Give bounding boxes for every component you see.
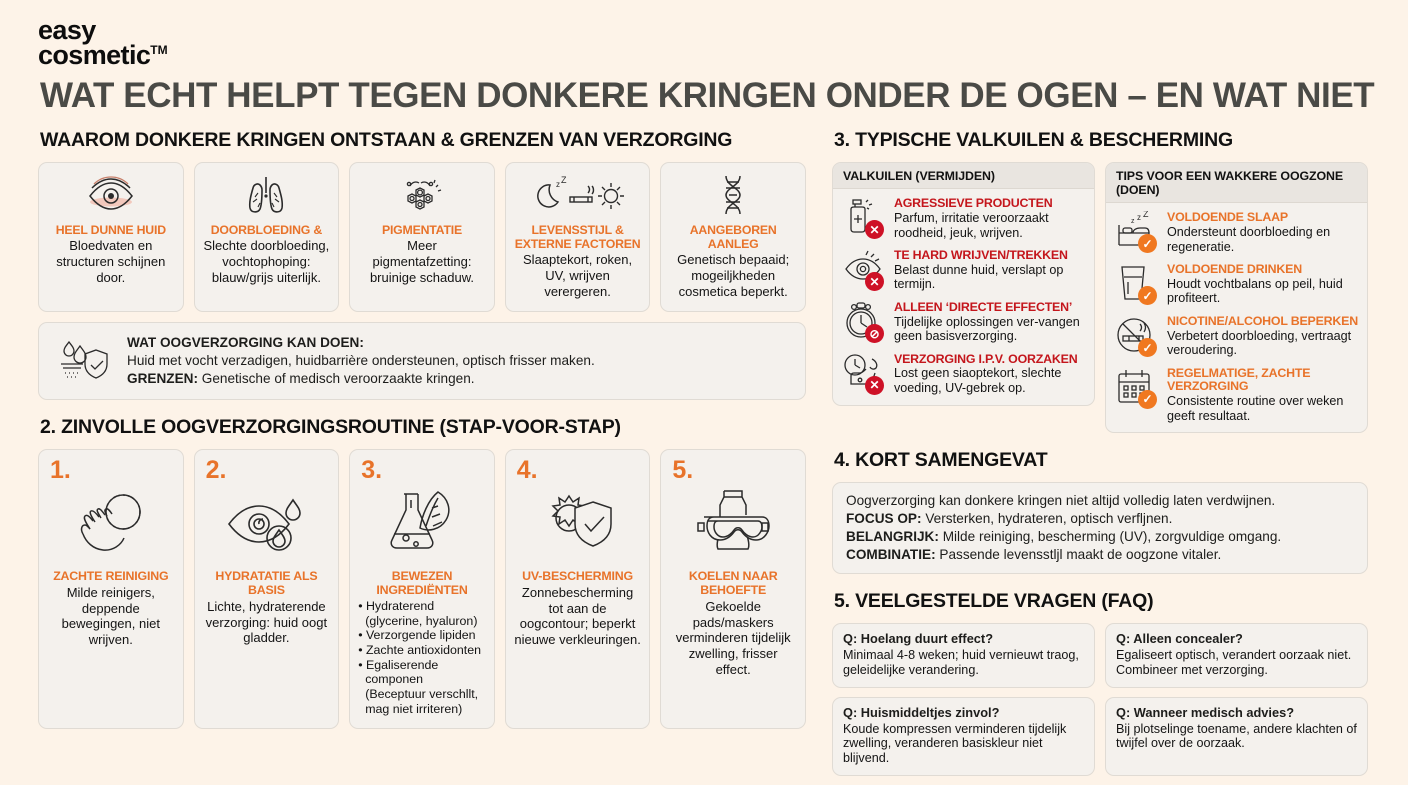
- eye-droplet-icon: [203, 484, 331, 562]
- cross-badge: ✕: [865, 272, 884, 291]
- trademark-symbol: TM: [150, 42, 168, 57]
- bed-sleep-icon: [1115, 211, 1159, 253]
- content-columns: [38, 129, 1376, 785]
- calendar-icon: [1115, 367, 1159, 409]
- lungs-circulation-icon: [240, 173, 292, 217]
- pitfall-row: [842, 197, 1085, 240]
- tip-row: [1115, 211, 1358, 254]
- pitfalls-panel: [832, 162, 1095, 405]
- tip-text: Consistente routine over weken geeft resultaat.: [1167, 394, 1344, 423]
- tips-list: [1106, 203, 1367, 432]
- brand-logo: [38, 15, 1376, 70]
- tip-title: NICOTINE/ALCOHOL BEPERKEN: [1167, 314, 1358, 328]
- faq-answer: Koude kompressen verminderen tijdelijk zwelling, veranderen basiskleur niet blijvend.: [843, 721, 1067, 766]
- pitfall-text: Belast dunne huid, verslapt op termijn.: [894, 262, 1064, 292]
- pitfalls-panel-header: VALKUILEN (VERMIJDEN): [833, 163, 1094, 189]
- step-bullets: [358, 599, 486, 716]
- tip-text: Houdt vochtbalans op peil, huid profiteert.: [1167, 276, 1343, 306]
- cause-card: [38, 162, 184, 312]
- flask-leaf-icon: [358, 484, 486, 562]
- step-bullet: • Egaliserende componen (Beceptuur verschllt, mag niet irriteren): [358, 657, 479, 716]
- tip-row: [1115, 263, 1358, 306]
- droplets-shield-icon: [55, 336, 113, 386]
- tip-title: REGELMATIGE, ZACHTE VERZORGING: [1167, 365, 1311, 394]
- step-text: Gekoelde pads/maskers verminderen tijdelijk zwelling, frisser effect.: [675, 599, 791, 677]
- pitfall-row: [842, 301, 1085, 344]
- step-title: BEWEZEN INGREDIËNTEN: [376, 569, 468, 598]
- cause-title: DOORBLOEDING &: [210, 223, 323, 238]
- pitfall-title: AGRESSIEVE PRODUCTEN: [894, 196, 1053, 211]
- faq-card: [1105, 697, 1368, 776]
- summary-text: Milde reiniging, bescherming (UV), zorgvuldige omgang.: [942, 528, 1282, 544]
- step-title: ZACHTE REINIGING: [53, 569, 169, 584]
- step-bullet: • Zachte antioxidonten: [358, 643, 482, 658]
- step-card: [660, 449, 806, 729]
- cause-card: [660, 162, 806, 312]
- pitfall-title: VERZORGING I.P.V. OORZAKEN: [894, 351, 1078, 366]
- summary-row: [846, 546, 1354, 564]
- stopwatch-icon: [842, 301, 886, 343]
- moon-cigarette-sun-icon: [528, 173, 628, 217]
- step-title: KOELEN NAAR BEHOEFTE: [688, 569, 778, 598]
- pitfall-text: Tijdelijke oplossingen ver-vangen geen basisverzorging.: [894, 314, 1080, 344]
- step-text: Milde reinigers, deppende bewegingen, niet wrijven.: [61, 585, 160, 648]
- no-smoking-icon: [1115, 315, 1159, 357]
- faq-question: Q: Huismiddeltjes zinvol?: [843, 704, 1000, 720]
- summary-card: [832, 482, 1368, 574]
- cause-title: HEEL DUNNE HUID: [55, 223, 166, 238]
- faq-answer: Minimaal 4-8 weken; huid vernieuwt traog, geleidelijke verandering.: [843, 648, 1079, 678]
- tip-row: [1115, 367, 1358, 423]
- tip-text: Verbetert doorbloeding, vertraagt veroudering.: [1167, 328, 1352, 358]
- cause-card: [505, 162, 651, 312]
- cause-title: LEVENSSTIJL & EXTERNE FACTOREN: [514, 223, 641, 252]
- faq-row: [832, 697, 1368, 776]
- cause-card-list: [38, 162, 806, 312]
- hand-cleansing-pad-icon: [47, 484, 175, 562]
- faq-card: [832, 697, 1095, 776]
- pitfall-title: TE HARD WRIJVEN/TREKKEN: [894, 248, 1068, 263]
- faq-card: [832, 623, 1095, 687]
- lotion-bottle-icon: [842, 197, 886, 239]
- step-card: [349, 449, 495, 729]
- step-title: UV-BESCHERMING: [522, 569, 633, 584]
- step-number: 3.: [361, 456, 383, 485]
- summary-label: BELANGRIJK:: [846, 528, 939, 544]
- water-glass-icon: [1115, 263, 1159, 305]
- summary-row: [846, 528, 1354, 546]
- check-badge: ✓: [1138, 390, 1157, 409]
- summary-row: [846, 510, 1354, 528]
- eye-thin-skin-icon: [82, 173, 140, 217]
- summary-text: Versterken, hydrateren, optisch verfljnen.: [925, 511, 1173, 527]
- step-text: Lichte, hydraterende verzorging: huid oogt gladder.: [205, 599, 328, 646]
- section5-heading: 5. VEELGESTELDE VRAGEN (FAQ): [834, 590, 1154, 613]
- step-title: HYDRATATIE ALS BASIS: [215, 569, 318, 598]
- dna-helix-icon: [713, 173, 753, 217]
- step-card: [505, 449, 651, 729]
- eye-rubbing-icon: [842, 249, 886, 291]
- cause-card: [194, 162, 340, 312]
- step-number: 5.: [672, 456, 694, 485]
- svg-text:z: z: [1137, 213, 1141, 223]
- banner-text: [127, 334, 595, 388]
- step-card-list: [38, 449, 806, 729]
- cross-badge: ✕: [865, 220, 884, 239]
- step-bullet: • Verzorgende lipiden: [358, 628, 476, 643]
- svg-text:z: z: [1131, 218, 1135, 226]
- page-title: WAT ECHT HELPT TEGEN DONKERE KRINGEN ONDER DE OGEN – EN WAT NIET: [40, 75, 1375, 115]
- check-badge: ✓: [1138, 234, 1157, 253]
- tips-panel-header: TIPS VOOR EEN WAKKERE OOGZONE (DOEN): [1106, 163, 1367, 203]
- summary-intro: Oogverzorging kan donkere kringen niet altijd volledig laten verdwijnen.: [846, 493, 1276, 509]
- check-badge: ✓: [1138, 286, 1157, 305]
- svg-text:Z: Z: [560, 175, 567, 186]
- step-card: [38, 449, 184, 729]
- cross-badge: ✕: [865, 376, 884, 395]
- faq-row: [832, 623, 1368, 687]
- faq-question: Q: Wanneer medisch advies?: [1116, 704, 1295, 720]
- banner-line-2: Genetische of medisch veroorzaakte kringen.: [201, 371, 475, 387]
- faq-question: Q: Alleen concealer?: [1116, 631, 1243, 647]
- cause-card: [349, 162, 495, 312]
- section4-heading: 4. KORT SAMENGEVAT: [834, 449, 1048, 472]
- tip-title: VOLDOENDE SLAAP: [1167, 210, 1288, 225]
- banner-line-1: Huid met vocht verzadigen, huidbarrière ondersteunen, optisch frisser maken.: [127, 353, 595, 369]
- step-bullet: • Hydraterend (glycerine, hyaluron): [358, 599, 478, 628]
- faq-answer: Egaliseert optisch, verandert oorzaak niet. Combineer met verzorging.: [1116, 648, 1352, 678]
- cause-text: Slechte doorbloeding, vochtophoping: blauw/grijs uiterlijk.: [203, 238, 330, 285]
- brand-line2: cosmetic™: [38, 39, 168, 70]
- clock-hand-icon: [842, 353, 886, 395]
- banner-label-1: WAT OOGVERZORGING KAN DOEN:: [127, 335, 364, 351]
- step-number: 1.: [50, 456, 71, 485]
- pitfalls-tips-panels: [832, 162, 1368, 433]
- svg-text:Z: Z: [1143, 211, 1149, 220]
- cause-text: Meer pigmentafzetting: bruinige schaduw.: [369, 238, 475, 285]
- pitfall-text: Parfum, irritatie veroorzaakt roodheid, jeuk, wrijven.: [894, 210, 1049, 240]
- section3-heading: 3. TYPISCHE VALKUILEN & BESCHERMING: [834, 129, 1233, 152]
- summary-label: COMBINATIE:: [846, 546, 936, 562]
- pitfall-title: ALLEEN ‘DIRECTE EFFECTEN’: [894, 300, 1073, 314]
- pitfall-row: [842, 249, 1085, 292]
- cause-text: Bloedvaten en structuren schijnen door.: [56, 238, 166, 285]
- svg-text:z: z: [555, 180, 560, 190]
- what-eyecare-can-do-banner: [38, 322, 806, 400]
- brand-line1: easy: [38, 15, 96, 45]
- step-number: 4.: [516, 456, 538, 485]
- step-text: Zonnebescherming tot aan de oogcontour; beperkt nieuwe verkleuringen.: [514, 585, 641, 648]
- cause-title: AANGEBOREN AANLEG: [689, 223, 777, 252]
- pitfall-row: [842, 353, 1085, 396]
- banner-label-2: GRENZEN:: [127, 371, 198, 387]
- step-number: 2.: [205, 456, 227, 485]
- right-column: [832, 129, 1368, 785]
- check-badge: ✓: [1138, 338, 1157, 357]
- cause-text: Slaaptekort, roken, UV, wrijven verergeren.: [523, 252, 633, 299]
- cooling-eye-mask-icon: [669, 484, 797, 562]
- pitfalls-list: [833, 189, 1094, 404]
- faq-question: Q: Hoelang duurt effect?: [843, 631, 994, 647]
- tip-text: Ondersteunt doorbloeding en regeneratie.: [1167, 224, 1331, 254]
- sun-shield-check-icon: [514, 484, 642, 562]
- cross-badge: ⊘: [865, 324, 884, 343]
- melanin-cells-icon: [394, 173, 450, 217]
- section2-heading: 2. ZINVOLLE OOGVERZORGINGSROUTINE (STAP-VOOR-STAP): [40, 416, 621, 439]
- step-card: [194, 449, 340, 729]
- tips-panel: [1105, 162, 1368, 433]
- tip-row: [1115, 315, 1358, 358]
- summary-label: FOCUS OP:: [846, 511, 922, 527]
- cause-text: Genetisch bepaaid; mogeiljkheden cosmetica beperkt.: [677, 252, 790, 299]
- section1-heading: WAAROM DONKERE KRINGEN ONTSTAAN & GRENZEN VAN VERZORGING: [40, 129, 733, 152]
- pitfall-text: Lost geen siaoptekort, slechte voeding, UV-gebrek op.: [894, 366, 1062, 396]
- faq-card: [1105, 623, 1368, 687]
- tip-title: VOLDOENDE DRINKEN: [1167, 262, 1302, 277]
- cause-title: PIGMENTATIE: [381, 223, 462, 238]
- faq-answer: Bij plotselinge toename, andere klachten of twijfel over de oorzaak.: [1116, 721, 1357, 751]
- summary-text: Passende levensstljl maakt de oogzone vitaler.: [939, 546, 1222, 562]
- left-column: [38, 129, 806, 729]
